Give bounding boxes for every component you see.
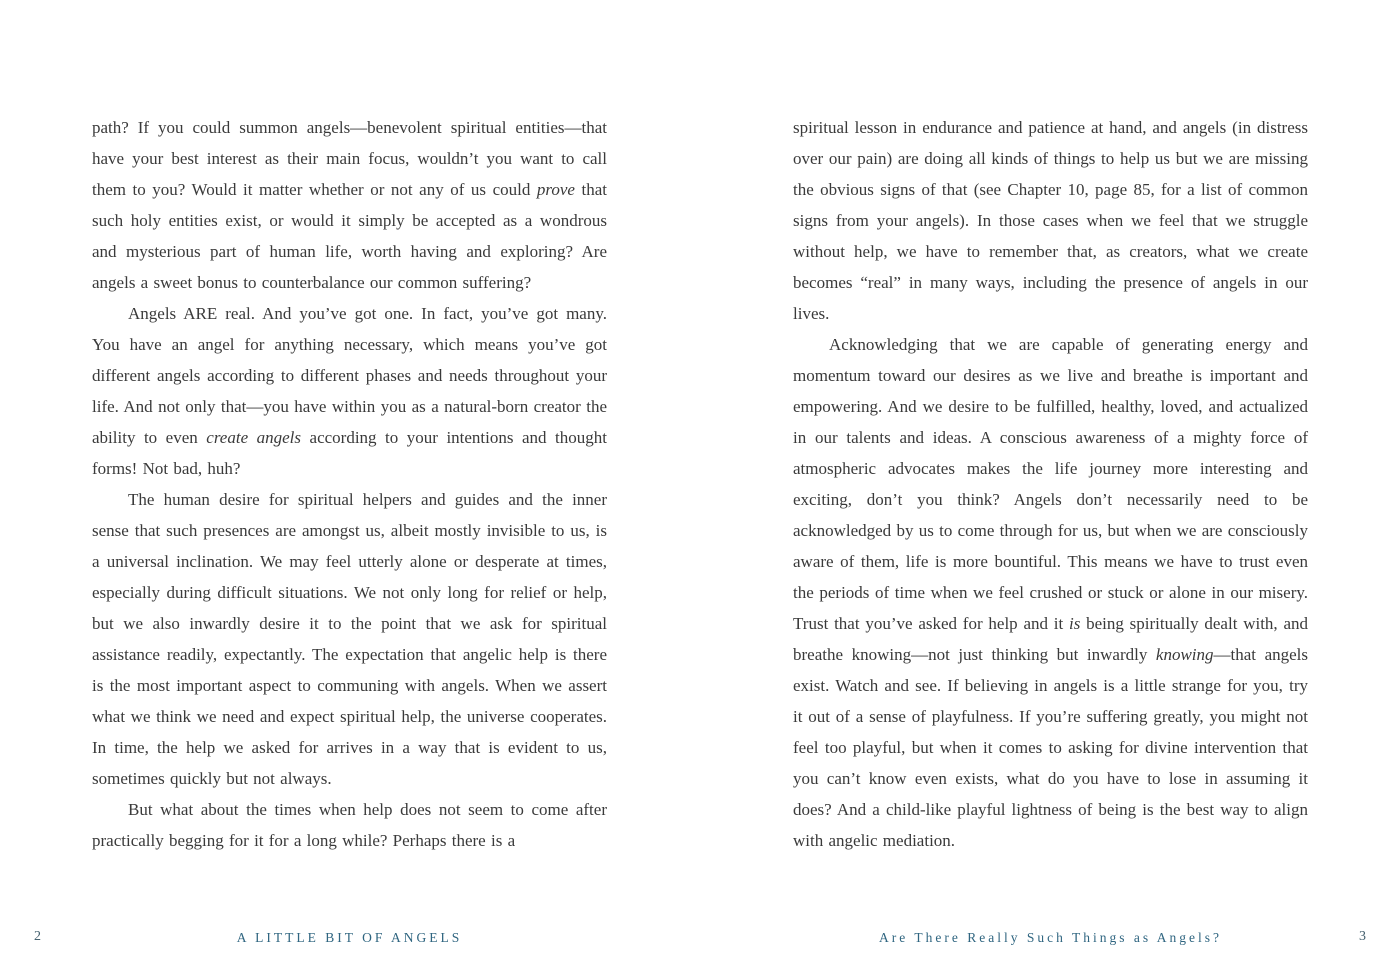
page-right-body xyxy=(793,112,1308,856)
body-paragraph: But what about the times when help does not seem to come after practically begging for it for a long while? Perhaps there is a xyxy=(92,800,607,850)
body-paragraph: spiritual lesson in endurance and patience at hand, and angels (in distress over our pain) are doing all kinds of things to help us but we are missing the obvious signs of that (see Chapter 10, page 85, for a list of common signs from your angels). In those cases when we feel that we struggle without help, we have to remember that, as creators, what we create becomes “real” in many ways, including the presence of angels in our lives. xyxy=(793,118,1308,323)
body-paragraph: path? If you could summon angels—benevolent spiritual entities—that have your best interest as their main focus, wouldn’t you want to call them to you? Would it matter whether or not any of us could prove that such holy entities exist, or would it simply be accepted as a wondrous and mysterious part of human life, worth having and exploring? Are angels a sweet bonus to counterbalance our common suffering? xyxy=(92,118,607,292)
page-left-body xyxy=(92,112,607,856)
running-head-chapter-title: Are There Really Such Things as Angels? xyxy=(879,930,1222,945)
running-head-book-title: A LITTLE BIT OF ANGELS xyxy=(236,930,463,945)
body-paragraph: The human desire for spiritual helpers and guides and the inner sense that such presences are amongst us, albeit mostly invisible to us, is a universal inclination. We may feel utterly alone or desperate at times, especially during difficult situations. We not only long for relief or help, but we also inwardly desire it to the point that we ask for spiritual assistance readily, expectantly. The expectation that angelic help is there is the most important aspect to communing with angels. When we assert what we think we need and expect spiritual help, the universe cooperates. In time, the help we asked for arrives in a way that is evident to us, sometimes quickly but not always. xyxy=(92,490,607,788)
page-number-left: 2 xyxy=(34,929,41,944)
body-paragraph: Acknowledging that we are capable of generating energy and momentum toward our desires as we live and breathe is important and empowering. And we desire to be fulfilled, healthy, loved, and actualized in our talents and ideas. A conscious awareness of a mighty force of atmospheric advocates makes the life journey more interesting and exciting, don’t you think? Angels don’t necessarily need to be acknowledged by us to come through for us, but when we are consciously aware of them, life is more bountiful. This means we have to trust even the periods of time when we feel crushed or stuck or alone in our misery. Trust that you’ve asked for help and it is being spiritually dealt with, and breathe knowing—not just thinking but inwardly knowing—that angels exist. Watch and see. If believing in angels is a little strange for you, try it out of a sense of playfulness. If you’re suffering greatly, you might not feel too playful, but when it comes to asking for divine intervention that you can’t know even exists, what do you have to lose in assuming it does? And a child-like playful lightness of being is the best way to align with angelic mediation. xyxy=(793,335,1308,850)
page-number-right: 3 xyxy=(1359,929,1366,944)
body-paragraph: Angels ARE real. And you’ve got one. In fact, you’ve got many. You have an angel for anything necessary, which means you’ve got different angels according to different phases and needs throughout your life. And not only that—you have within you as a natural-born creator the ability to even create angels according to your intentions and thought forms! Not bad, huh? xyxy=(92,304,607,478)
